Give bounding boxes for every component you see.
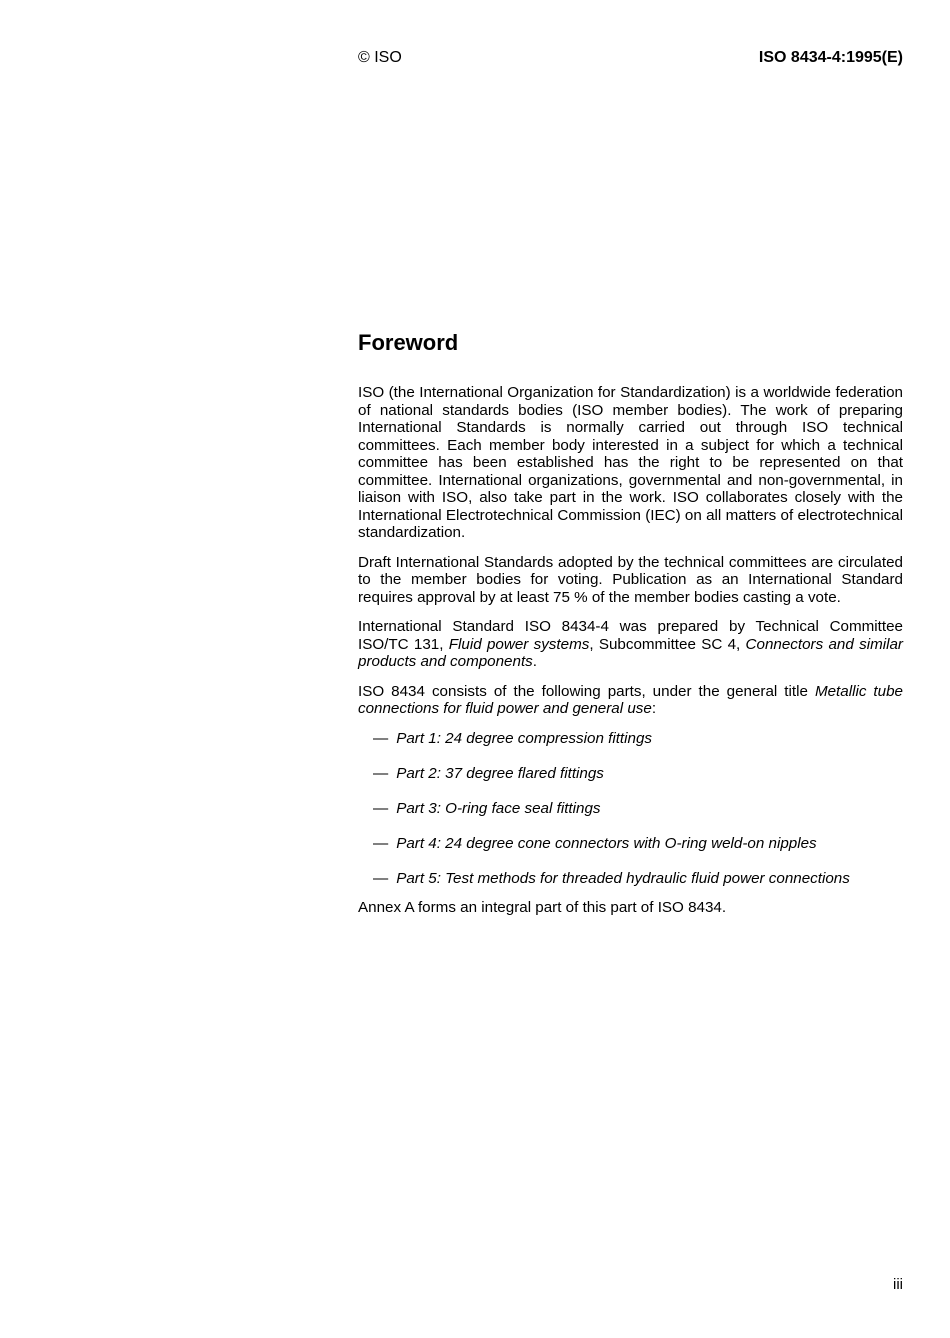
part-label: Part 3: — [396, 799, 441, 817]
page-number: iii — [893, 1276, 903, 1293]
dash-marker: — — [373, 799, 389, 817]
part-title: 37 degree flared fittings — [445, 764, 604, 782]
part-title: 24 degree compression fittings — [445, 729, 653, 747]
foreword-section — [358, 328, 903, 929]
paragraph-iso-intro: ISO (the International Organization for Standardization) is a worldwide federation of national standards bodies (ISO member bodies). The work of preparing International Standards is normally carried out through ISO technical committees. Each member body interested in a subject for which a technical committee has been established has the right to be represented on that committee. International organizations, governmental and non-governmental, in liaison with ISO, also take part in the work. ISO collaborates closely with the International Electrotechnical Commission (IEC) on all matters of electrotechnical standardization. — [358, 384, 903, 541]
part-title: 24 degree cone connectors with O-ring weld-on nipples — [445, 834, 817, 852]
header-copyright: © ISO — [358, 49, 402, 66]
paragraph-draft-standards: Draft International Standards adopted by the technical committees are circulated to the member bodies for voting. Publication as an International Standard requires approval by at least 75 % of the member bodies casting a vote. — [358, 553, 903, 606]
part-label: Part 5: — [396, 869, 441, 887]
dash-marker: — — [373, 764, 389, 782]
part-title: O-ring face seal fittings — [445, 799, 601, 817]
part-label: Part 1: — [396, 729, 441, 747]
paragraph-parts-intro — [358, 683, 903, 718]
dash-marker: — — [373, 869, 389, 887]
text-run: ISO 8434 consists of the following parts, under the general title — [358, 682, 815, 700]
text-run: International Standard ISO 8434-4 was prepared by Technical Committee ISO/TC 131, — [358, 618, 903, 653]
list-item — [373, 835, 903, 853]
parts-list — [358, 730, 903, 888]
dash-marker: — — [373, 834, 389, 852]
part-label: Part 4: — [396, 834, 441, 852]
dash-marker: — — [373, 729, 389, 747]
general-title: Metallic tube connections for fluid power and general use — [358, 682, 903, 717]
text-run: : — [651, 700, 657, 717]
part-title: Test methods for threaded hydraulic fluid power connections — [445, 869, 850, 887]
subcommittee-title: Connectors and similar products and components — [358, 635, 903, 670]
header-document-id: ISO 8434-4:1995(E) — [758, 49, 903, 66]
page-title: Foreword — [358, 330, 459, 355]
list-item — [373, 800, 903, 818]
committee-title: Fluid power systems — [448, 635, 590, 653]
list-item — [373, 730, 903, 748]
text-run: , Subcommittee SC 4, — [589, 635, 746, 653]
list-item — [373, 870, 903, 888]
text-run: . — [532, 653, 538, 670]
paragraph-annex: Annex A forms an integral part of this part of ISO 8434. — [358, 899, 727, 916]
part-label: Part 2: — [396, 764, 441, 782]
paragraph-prepared-by — [358, 618, 903, 671]
list-item — [373, 765, 903, 783]
